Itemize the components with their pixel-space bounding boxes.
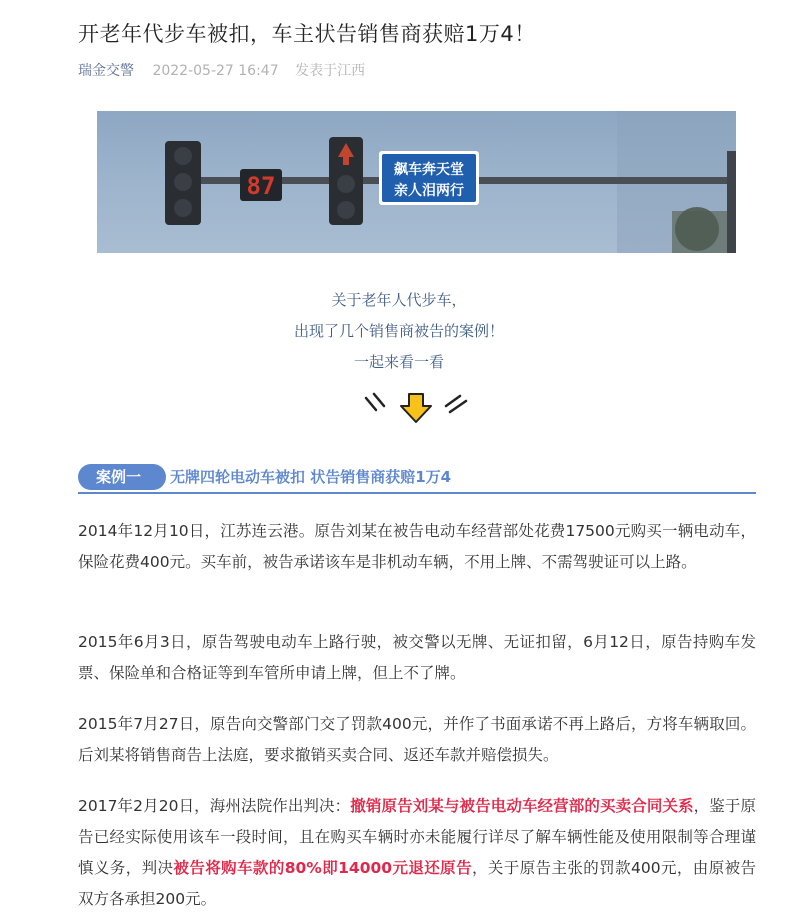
intro-line-1: 关于老年人代步车， [331, 291, 467, 309]
countdown-digits: 87 [246, 172, 276, 200]
highlight-ruling-1: 撤销原告刘某与被告电动车经营部的买卖合同关系 [350, 797, 694, 815]
article-meta [78, 60, 365, 80]
sign-line-2: 亲人泪两行 [394, 183, 464, 199]
paragraph-4-text-c: ，鉴于原告已经实际使用该车一段时间，且在购买车辆时亦未能履行详尽了解车辆性能及使用限制等合理谨慎义务，判决 [78, 797, 756, 877]
paragraph-1: 2014年12月10日，江苏连云港。原告刘某在被告电动车经营部处花费17500元购买一辆电动车，保险花费400元。买车前，被告承诺该车是非机动车辆，不用上牌、不需驾驶证可以上路。 [78, 522, 756, 571]
publish-location: 发表于江西 [295, 63, 366, 79]
intro-line-2: 出现了几个销售商被告的案例！ [293, 322, 504, 340]
intro-line-3: 一起来看一看 [353, 353, 444, 371]
publish-date: 2022-05-27 16:47 [152, 63, 279, 79]
paragraph-4-text-e: ，关于原告主张的罚款400元，由原被告双方各承担200元。 [78, 859, 756, 908]
paragraph-2: 2015年6月3日，原告驾驶电动车上路行驶，被交警以无牌、无证扣留，6月12日，原告持购车发票、保险单和合格证等到车管所申请上牌，但上不了牌。 [78, 633, 756, 682]
paragraph-4-text-a: 2017年2月20日，海州法院作出判决： [78, 797, 351, 815]
down-arrow-icon [360, 388, 480, 432]
case-label: 案例一 [78, 464, 166, 490]
case-header [78, 464, 756, 494]
paragraph-4 [78, 791, 756, 915]
hero-image [97, 111, 736, 253]
case-divider [78, 492, 756, 494]
sign-line-1: 飙车奔天堂 [394, 162, 464, 178]
highlight-ruling-2: 被告将购车款的80%即14000元退还原告 [173, 859, 472, 877]
paragraph-3: 2015年7月27日，原告向交警部门交了罚款400元，并作了书面承诺不再上路后，方将车辆取回。后刘某将销售商告上法庭，要求撤销买卖合同、返还车款并赔偿损失。 [78, 715, 756, 764]
traffic-light-illustration [97, 111, 736, 253]
case-title: 无牌四轮电动车被扣 状告销售商获赔1万4 [170, 468, 452, 486]
article-title: 开老年代步车被扣，车主状告销售商获赔1万4！ [78, 22, 536, 46]
author-link[interactable]: 瑞金交警 [78, 63, 134, 79]
